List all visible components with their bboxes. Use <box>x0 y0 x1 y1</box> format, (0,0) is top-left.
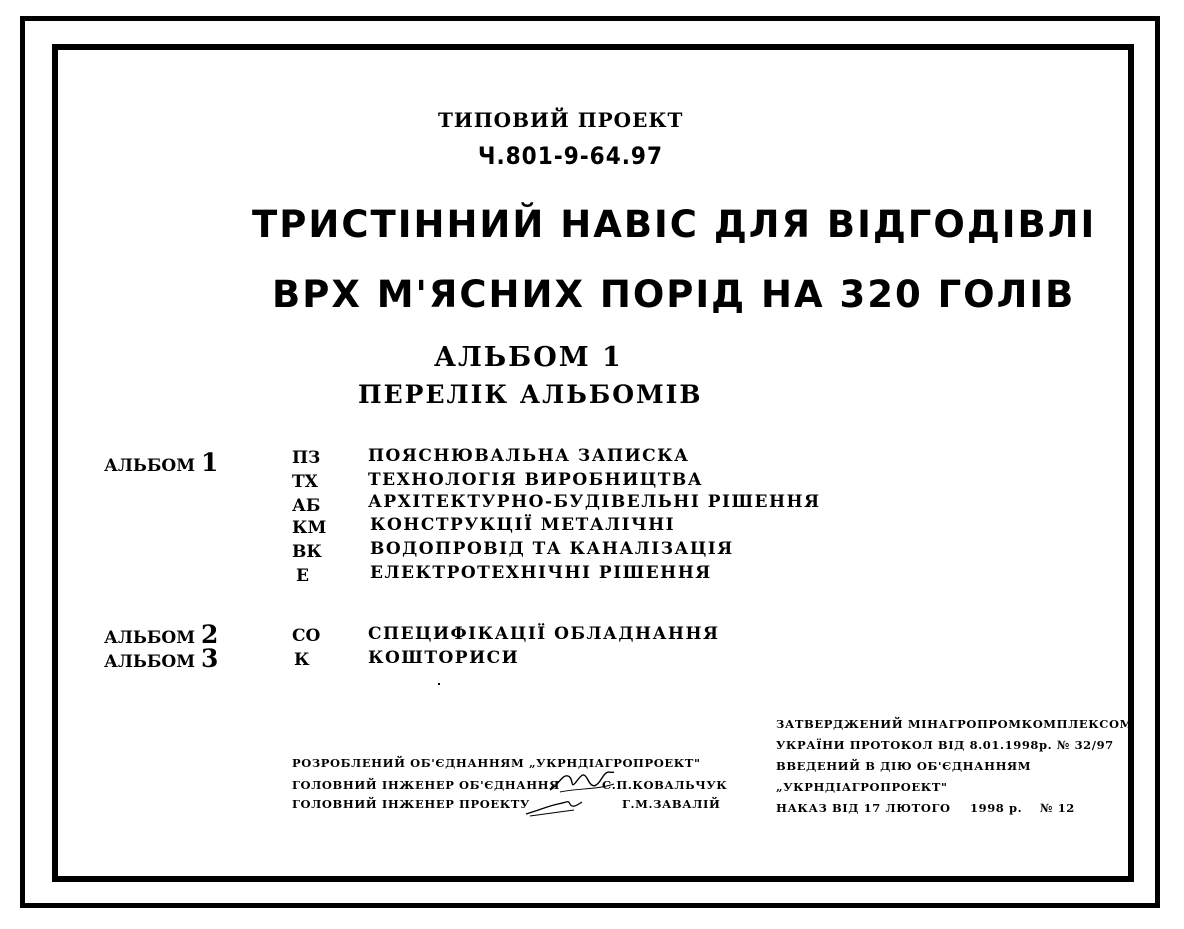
album-heading: АЛЬБОМ 1 <box>434 342 623 373</box>
item-pz: ПОЯСНЮВАЛЬНА ЗАПИСКА <box>368 446 690 466</box>
album-1-label <box>104 448 218 477</box>
code-tx: ТХ <box>292 472 318 492</box>
item-e: ЕЛЕКТРОТЕХНІЧНІ РІШЕННЯ <box>370 563 712 583</box>
approval-line-4: „УКРНДІАГРОПРОЕКТ" <box>776 780 948 794</box>
item-tx: ТЕХНОЛОГІЯ ВИРОБНИЦТВА <box>368 470 704 490</box>
title-line-1: ТРИСТІННИЙ НАВІС ДЛЯ ВІДГОДІВЛІ <box>252 203 1097 246</box>
item-vk: ВОДОПРОВІД ТА КАНАЛІЗАЦІЯ <box>370 539 734 559</box>
order-year: 1998 р. <box>970 801 1023 815</box>
signature-kovalchuk <box>548 768 618 796</box>
chief-engineer-org-name: С.П.КОВАЛЬЧУК <box>602 778 728 792</box>
code-k: К <box>294 650 310 670</box>
album-number: 3 <box>200 644 219 673</box>
title-line-2: ВРХ М'ЯСНИХ ПОРІД НА 320 ГОЛІВ <box>272 273 1076 316</box>
signature-zavaliy <box>524 796 594 818</box>
album-label-text: АЛЬБОМ <box>104 456 196 476</box>
item-km: КОНСТРУКЦІЇ МЕТАЛІЧНІ <box>370 515 676 535</box>
code-so: СО <box>292 626 321 646</box>
chief-engineer-project-name: Г.М.ЗАВАЛІЙ <box>622 797 721 811</box>
approval-line-2: УКРАЇНИ ПРОТОКОЛ ВІД 8.01.1998р. № 32/97 <box>776 738 1114 752</box>
project-type: ТИПОВИЙ ПРОЕКТ <box>438 108 684 132</box>
chief-engineer-project-label: ГОЛОВНИЙ ІНЖЕНЕР ПРОЕКТУ <box>292 797 530 811</box>
album-label-text: АЛЬБОМ <box>104 652 196 672</box>
album-list-title: ПЕРЕЛІК АЛЬБОМІВ <box>358 380 703 409</box>
item-k: КОШТОРИСИ <box>368 648 520 668</box>
album-label-text: АЛЬБОМ <box>104 628 196 648</box>
code-vk: ВК <box>292 542 322 562</box>
approval-line-3: ВВЕДЕНИЙ В ДІЮ ОБ'ЄДНАННЯМ <box>776 759 1032 773</box>
developed-by: РОЗРОБЛЕНИЙ ОБ'ЄДНАННЯМ „УКРНДІАГРОПРОЕКТ" <box>292 756 701 770</box>
album-number: 1 <box>200 448 219 477</box>
project-code: Ч.801-9-64.97 <box>478 142 663 170</box>
album-number: 2 <box>200 620 219 649</box>
item-ab: АРХІТЕКТУРНО-БУДІВЕЛЬНІ РІШЕННЯ <box>368 492 821 512</box>
code-e: Е <box>296 566 309 586</box>
item-so: СПЕЦИФІКАЦІЇ ОБЛАДНАННЯ <box>368 624 720 644</box>
chief-engineer-org-label: ГОЛОВНИЙ ІНЖЕНЕР ОБ'ЄДНАННЯ <box>292 778 560 792</box>
order-number: № 12 <box>1040 801 1075 815</box>
album-3-label <box>104 644 218 673</box>
stray-dot <box>438 683 440 685</box>
code-km: КМ <box>292 518 327 538</box>
order-label: НАКАЗ ВІД 17 ЛЮТОГО <box>776 801 951 815</box>
code-pz: ПЗ <box>292 448 321 468</box>
approval-line-1: ЗАТВЕРДЖЕНИЙ МІНАГРОПРОМКОМПЛЕКСОМ <box>776 717 1133 731</box>
code-ab: АБ <box>292 496 321 516</box>
